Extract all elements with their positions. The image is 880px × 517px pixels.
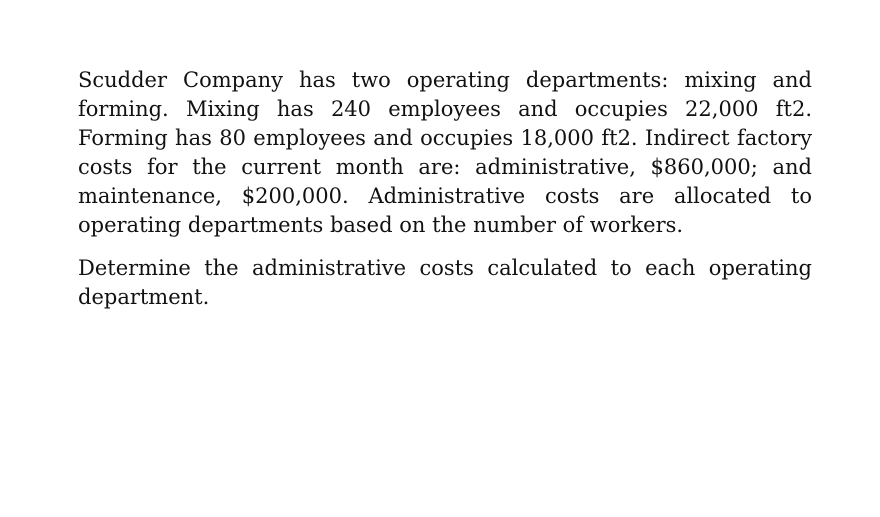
problem-statement-paragraph: Scudder Company has two operating departments: mixing and forming. Mixing has 240 employees and occupies 22,000 ft2. Forming has 80 employees and occupies 18,000 ft2. Indirect factory costs for the current month are: administrative, $860,000; and maintenance, $200,000. Administrative costs are allocated to operating departments based on the number of workers. [78,68,812,237]
question-paragraph: Determine the administrative costs calculated to each operating department. [78,256,812,309]
problem-text [78,66,812,312]
